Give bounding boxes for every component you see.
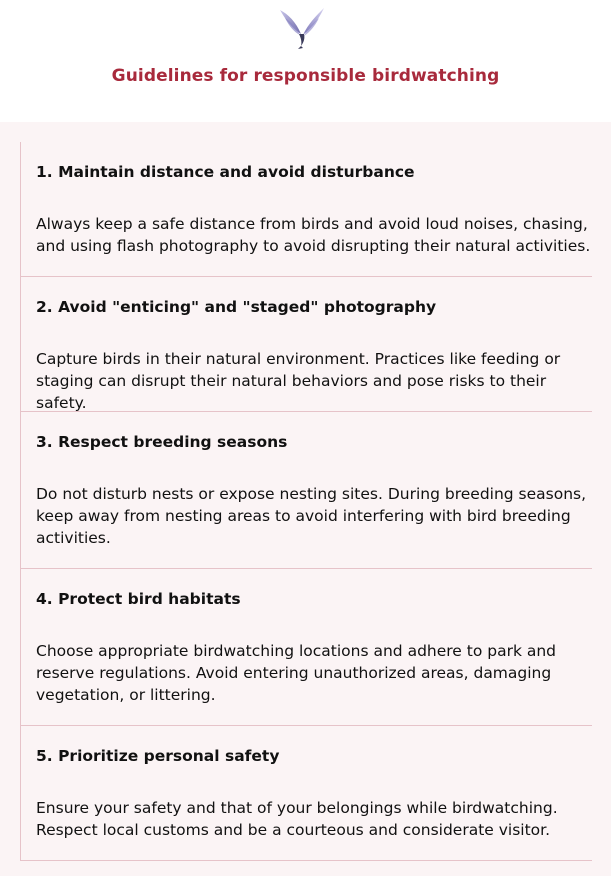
- header: [0, 0, 611, 122]
- guideline-item: [21, 277, 592, 412]
- guideline-title: 4. Protect bird habitats: [36, 590, 241, 608]
- guideline-body: Ensure your safety and that of your belongings while birdwatching. Respect local customs and be a courteous and considerate visitor.: [36, 799, 558, 839]
- guideline-body: Do not disturb nests or expose nesting sites. During breeding seasons, keep away from nesting areas to avoid interfering with bird breeding activities.: [36, 485, 587, 547]
- guideline-title: 2. Avoid "enticing" and "staged" photography: [36, 298, 437, 316]
- guidelines-list: [20, 142, 592, 861]
- guideline-item: [21, 412, 592, 569]
- guideline-body: Always keep a safe distance from birds and avoid loud noises, chasing, and using flash photography to avoid disrupting their natural activities.: [36, 215, 591, 255]
- guideline-title: 1. Maintain distance and avoid disturbance: [36, 163, 415, 181]
- guideline-body: Capture birds in their natural environment. Practices like feeding or staging can disrupt their natural behaviors and pose risks to their safety.: [36, 350, 561, 412]
- guideline-item: [21, 142, 592, 277]
- page-title: Guidelines for responsible birdwatching: [111, 66, 500, 86]
- guideline-body: Choose appropriate birdwatching locations and adhere to park and reserve regulations. Avoid entering unauthorized areas, damaging vegetation, or littering.: [36, 642, 557, 704]
- guideline-title: 3. Respect breeding seasons: [36, 433, 288, 451]
- guideline-item: [21, 569, 592, 726]
- guideline-item: [21, 726, 592, 861]
- bird-logo-icon: [276, 4, 328, 50]
- guideline-title: 5. Prioritize personal safety: [36, 747, 280, 765]
- guidelines-section: [0, 122, 611, 876]
